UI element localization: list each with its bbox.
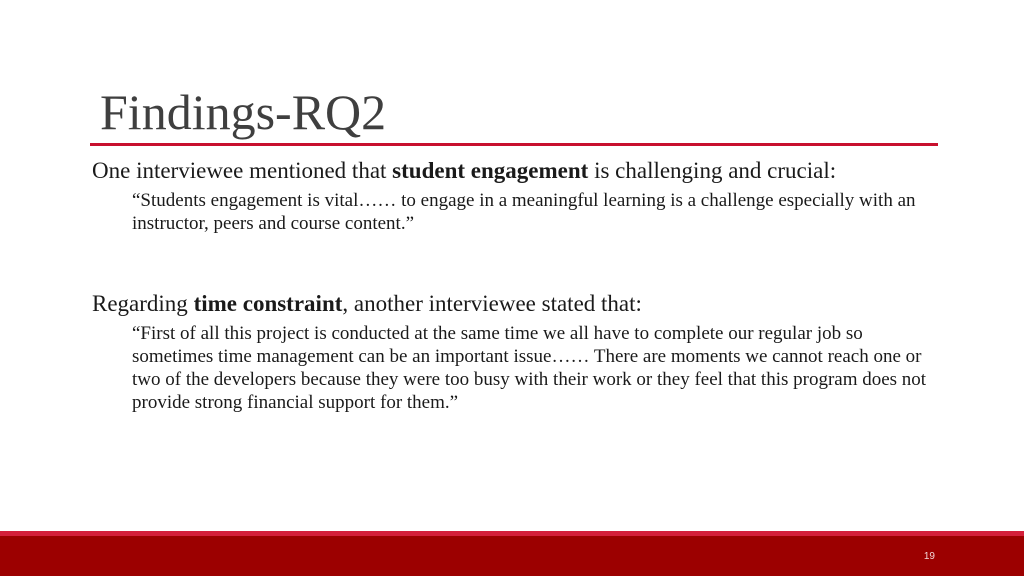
finding-engagement [92, 157, 942, 185]
title-underline [90, 143, 938, 146]
quote-time-constraint: “First of all this project is conducted at the same time we all have to complete our regular job so sometimes time management can be an important issue…… There are moments we cannot reach one or two of the developers because they were too busy with their work or they feel that this program does not provide strong financial support for them.” [132, 323, 927, 413]
finding-engagement-keyword: student engagement [392, 158, 589, 183]
finding-engagement-tail: is challenging and crucial: [588, 158, 837, 183]
finding-time-constraint-tail: , another interviewee stated that: [342, 291, 642, 316]
finding-engagement-lead: One interviewee mentioned that [92, 158, 393, 183]
page-number: 19 [923, 551, 935, 562]
footer-bar [0, 536, 1024, 576]
slide-title: Findings-RQ2 [100, 84, 387, 140]
finding-time-constraint-keyword: time constraint [193, 291, 343, 316]
finding-time-constraint [92, 290, 942, 318]
slide-body [92, 157, 942, 414]
quote-engagement: “Students engagement is vital…… to engage in a meaningful learning is a challenge especially with an instructor, peers and course content.” [132, 190, 916, 234]
finding-time-constraint-lead: Regarding [92, 291, 194, 316]
